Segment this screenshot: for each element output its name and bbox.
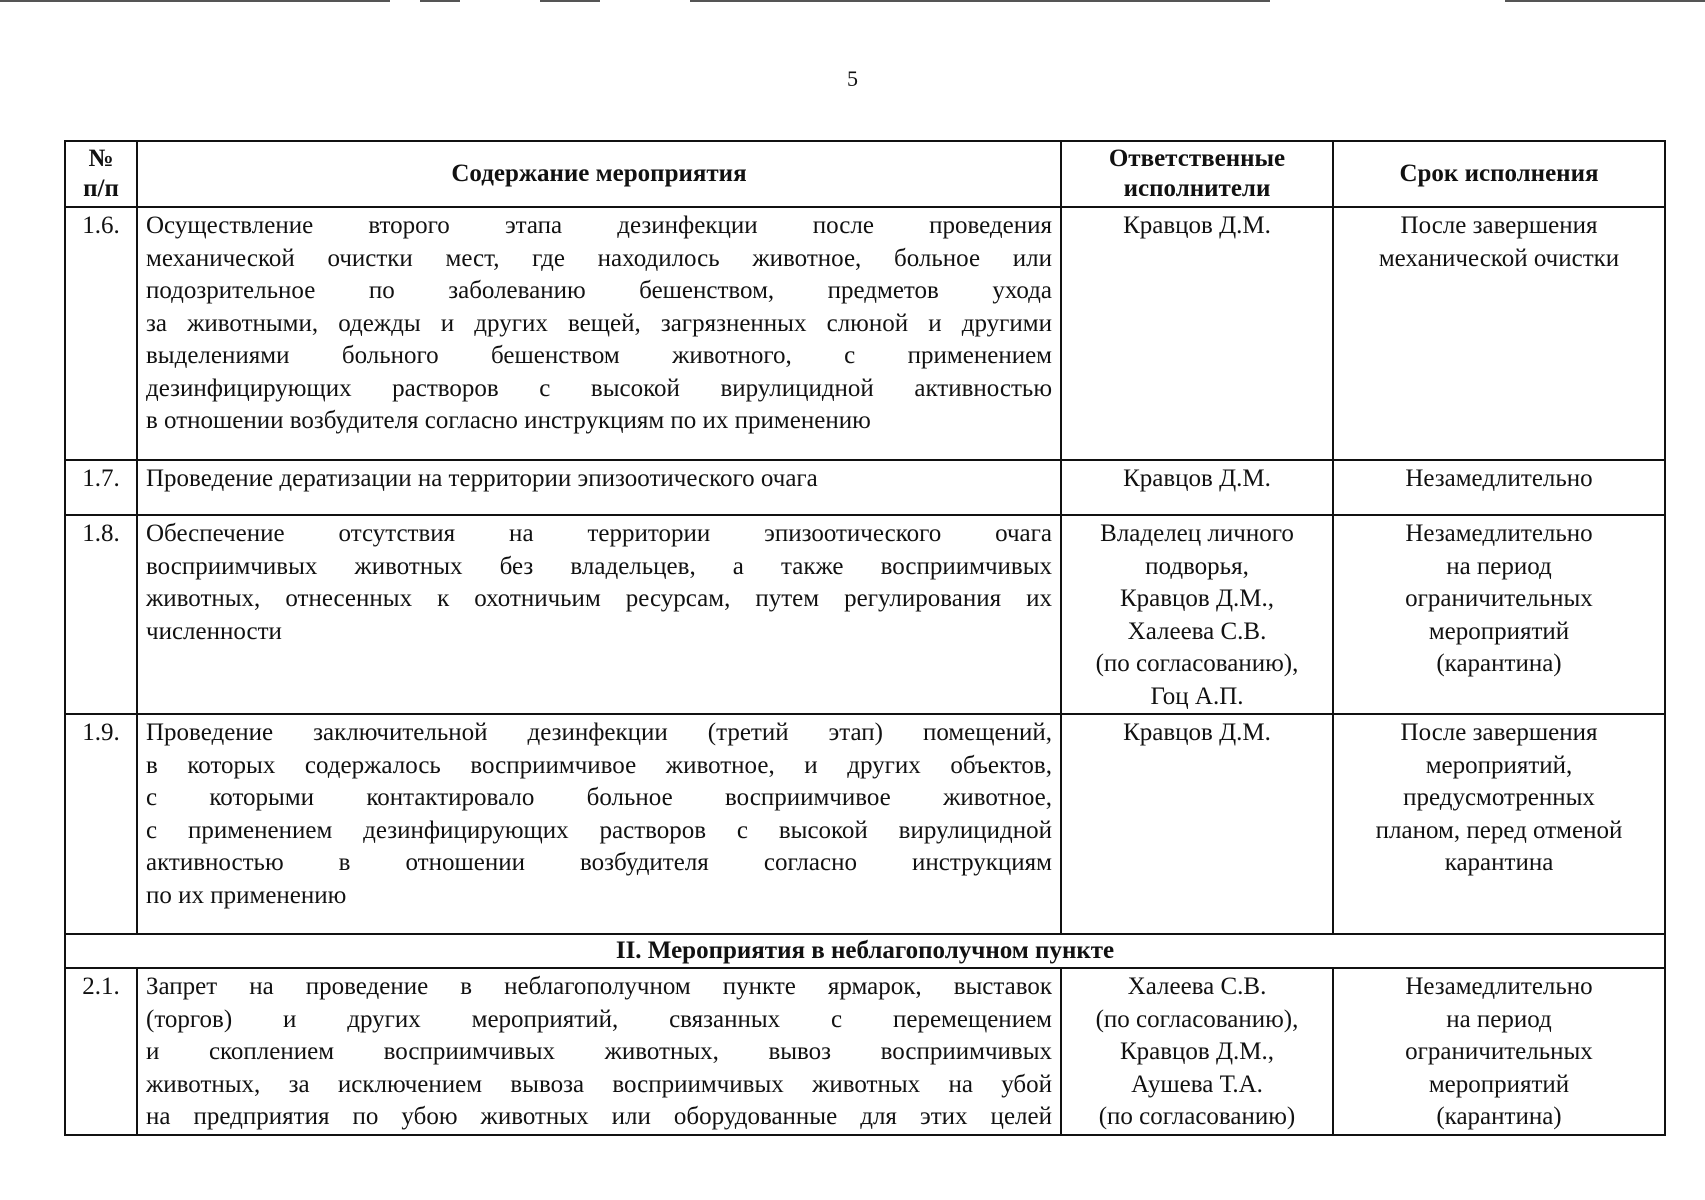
table-header-row xyxy=(65,141,1665,207)
term-line: (карантина) xyxy=(1436,650,1562,677)
responsible-line: (по согласованию), xyxy=(1095,1005,1299,1033)
row-responsible xyxy=(1061,460,1333,515)
content-line: за животными, одежды и других вещей, загрязненных слюной и другими xyxy=(146,309,1052,337)
term-line: Незамедлительно xyxy=(1405,465,1593,492)
row-content xyxy=(137,207,1061,460)
term-line: планом, перед отменой xyxy=(1375,816,1623,844)
row-number: 1.8. xyxy=(65,515,137,714)
header-number-line: п/п xyxy=(83,175,119,202)
row-number: 1.6. xyxy=(65,207,137,460)
row-content xyxy=(137,714,1061,934)
row-term xyxy=(1333,968,1665,1135)
content-line: дезинфицирующих растворов с высокой вирулицидной активностью xyxy=(146,374,1052,402)
content-line: Обеспечение отсутствия на территории эпизоотического очага xyxy=(146,520,1052,547)
term-line: Незамедлительно xyxy=(1405,973,1593,1000)
responsible-line: Кравцов Д.М. xyxy=(1123,212,1271,239)
row-term xyxy=(1333,207,1665,460)
term-line: После завершения xyxy=(1400,719,1598,746)
row-content xyxy=(137,968,1061,1135)
scan-edge-mark xyxy=(0,0,390,2)
row-number: 2.1. xyxy=(65,968,137,1135)
page-number: 5 xyxy=(847,66,858,91)
row-term xyxy=(1333,714,1665,934)
measures-table xyxy=(64,140,1666,1136)
table-row xyxy=(65,460,1665,515)
content-line: Осуществление второго этапа дезинфекции после проведения xyxy=(146,212,1052,239)
term-line: ограничительных xyxy=(1405,1038,1593,1065)
content-line: и скоплением восприимчивых животных, вывоз восприимчивых xyxy=(146,1038,1052,1065)
row-responsible xyxy=(1061,207,1333,460)
section-header-row xyxy=(65,934,1665,968)
term-line: механической очистки xyxy=(1378,244,1620,272)
scan-edge-mark xyxy=(690,0,1270,2)
responsible-line: Аушева Т.А. xyxy=(1131,1070,1263,1098)
responsible-line: Гоц А.П. xyxy=(1150,682,1244,710)
row-content xyxy=(137,460,1061,515)
content-line: в которых содержалось восприимчивое животное, и других объектов, xyxy=(146,751,1052,779)
content-line: с применением дезинфицирующих растворов с высокой вирулицидной xyxy=(146,816,1052,844)
content-line: Проведение дератизации на территории эпизоотического очага xyxy=(146,465,818,492)
header-responsible xyxy=(1061,141,1333,207)
content-line: активностью в отношении возбудителя согласно инструкциям xyxy=(146,849,1052,876)
content-line: с которыми контактировало больное восприимчивое животное, xyxy=(146,784,1052,811)
table-row xyxy=(65,968,1665,1135)
responsible-line: Халеева С.В. xyxy=(1127,973,1267,1000)
header-responsible-line: Ответственные xyxy=(1108,145,1286,172)
content-line: механической очистки мест, где находилось животное, больное или xyxy=(146,244,1052,272)
term-line: на период xyxy=(1446,1005,1552,1033)
term-line: мероприятий xyxy=(1428,1070,1570,1098)
header-term: Срок исполнения xyxy=(1333,141,1665,207)
table-row xyxy=(65,515,1665,714)
term-line: предусмотренных xyxy=(1403,784,1595,811)
content-line: подозрительное по заболеванию бешенством, предметов ухода xyxy=(146,277,1052,304)
row-term xyxy=(1333,515,1665,714)
content-line: восприимчивых животных без владельцев, а также восприимчивых xyxy=(146,552,1052,580)
term-line: карантина xyxy=(1444,849,1554,876)
term-line: (карантина) xyxy=(1436,1103,1562,1130)
content-line: Запрет на проведение в неблагополучном пункте ярмарок, выставок xyxy=(146,973,1052,1000)
term-line: мероприятий, xyxy=(1425,751,1573,779)
responsible-line: Кравцов Д.М., xyxy=(1119,1038,1275,1065)
term-line: на период xyxy=(1446,552,1552,580)
responsible-line: Кравцов Д.М. xyxy=(1123,465,1271,492)
responsible-line: Кравцов Д.М., xyxy=(1119,585,1275,612)
section-title: II. Мероприятия в неблагополучном пункте xyxy=(65,934,1665,968)
scan-edge-mark xyxy=(420,0,460,2)
content-line: (торгов) и других мероприятий, связанных с перемещением xyxy=(146,1005,1052,1033)
table-row xyxy=(65,207,1665,460)
content-line: животных, за исключением вывоза восприимчивых животных на убой xyxy=(146,1070,1052,1098)
header-content: Содержание мероприятия xyxy=(137,141,1061,207)
row-content xyxy=(137,515,1061,714)
responsible-line: (по согласованию), xyxy=(1095,650,1299,677)
responsible-line: Владелец личного xyxy=(1100,520,1294,547)
header-number-line: № xyxy=(88,145,114,172)
row-responsible xyxy=(1061,714,1333,934)
content-line: Проведение заключительной дезинфекции (третий этап) помещений, xyxy=(146,719,1052,746)
content-line: численности xyxy=(146,617,282,645)
term-line: Незамедлительно xyxy=(1405,520,1593,547)
responsible-line: подворья, xyxy=(1145,552,1249,580)
responsible-line: Кравцов Д.М. xyxy=(1123,719,1271,746)
header-number xyxy=(65,141,137,207)
responsible-line: (по согласованию) xyxy=(1098,1103,1296,1130)
content-line: по их применению xyxy=(146,881,347,909)
scan-edge-mark xyxy=(540,0,600,2)
row-number: 1.7. xyxy=(65,460,137,515)
term-line: После завершения xyxy=(1400,212,1598,239)
scan-edge-mark xyxy=(1505,0,1705,2)
row-responsible xyxy=(1061,515,1333,714)
content-line: в отношении возбудителя согласно инструкциям по их применению xyxy=(146,407,871,434)
term-line: ограничительных xyxy=(1405,585,1593,612)
content-line: на предприятия по убою животных или оборудованные для этих целей xyxy=(146,1103,1052,1130)
row-term xyxy=(1333,460,1665,515)
row-number: 1.9. xyxy=(65,714,137,934)
content-line: животных, отнесенных к охотничьим ресурсам, путем регулирования их xyxy=(146,585,1052,612)
term-line: мероприятий xyxy=(1428,617,1570,645)
table-row xyxy=(65,714,1665,934)
responsible-line: Халеева С.В. xyxy=(1127,617,1267,645)
header-responsible-line: исполнители xyxy=(1123,175,1271,202)
row-responsible xyxy=(1061,968,1333,1135)
content-line: выделениями больного бешенством животного, с применением xyxy=(146,342,1052,369)
